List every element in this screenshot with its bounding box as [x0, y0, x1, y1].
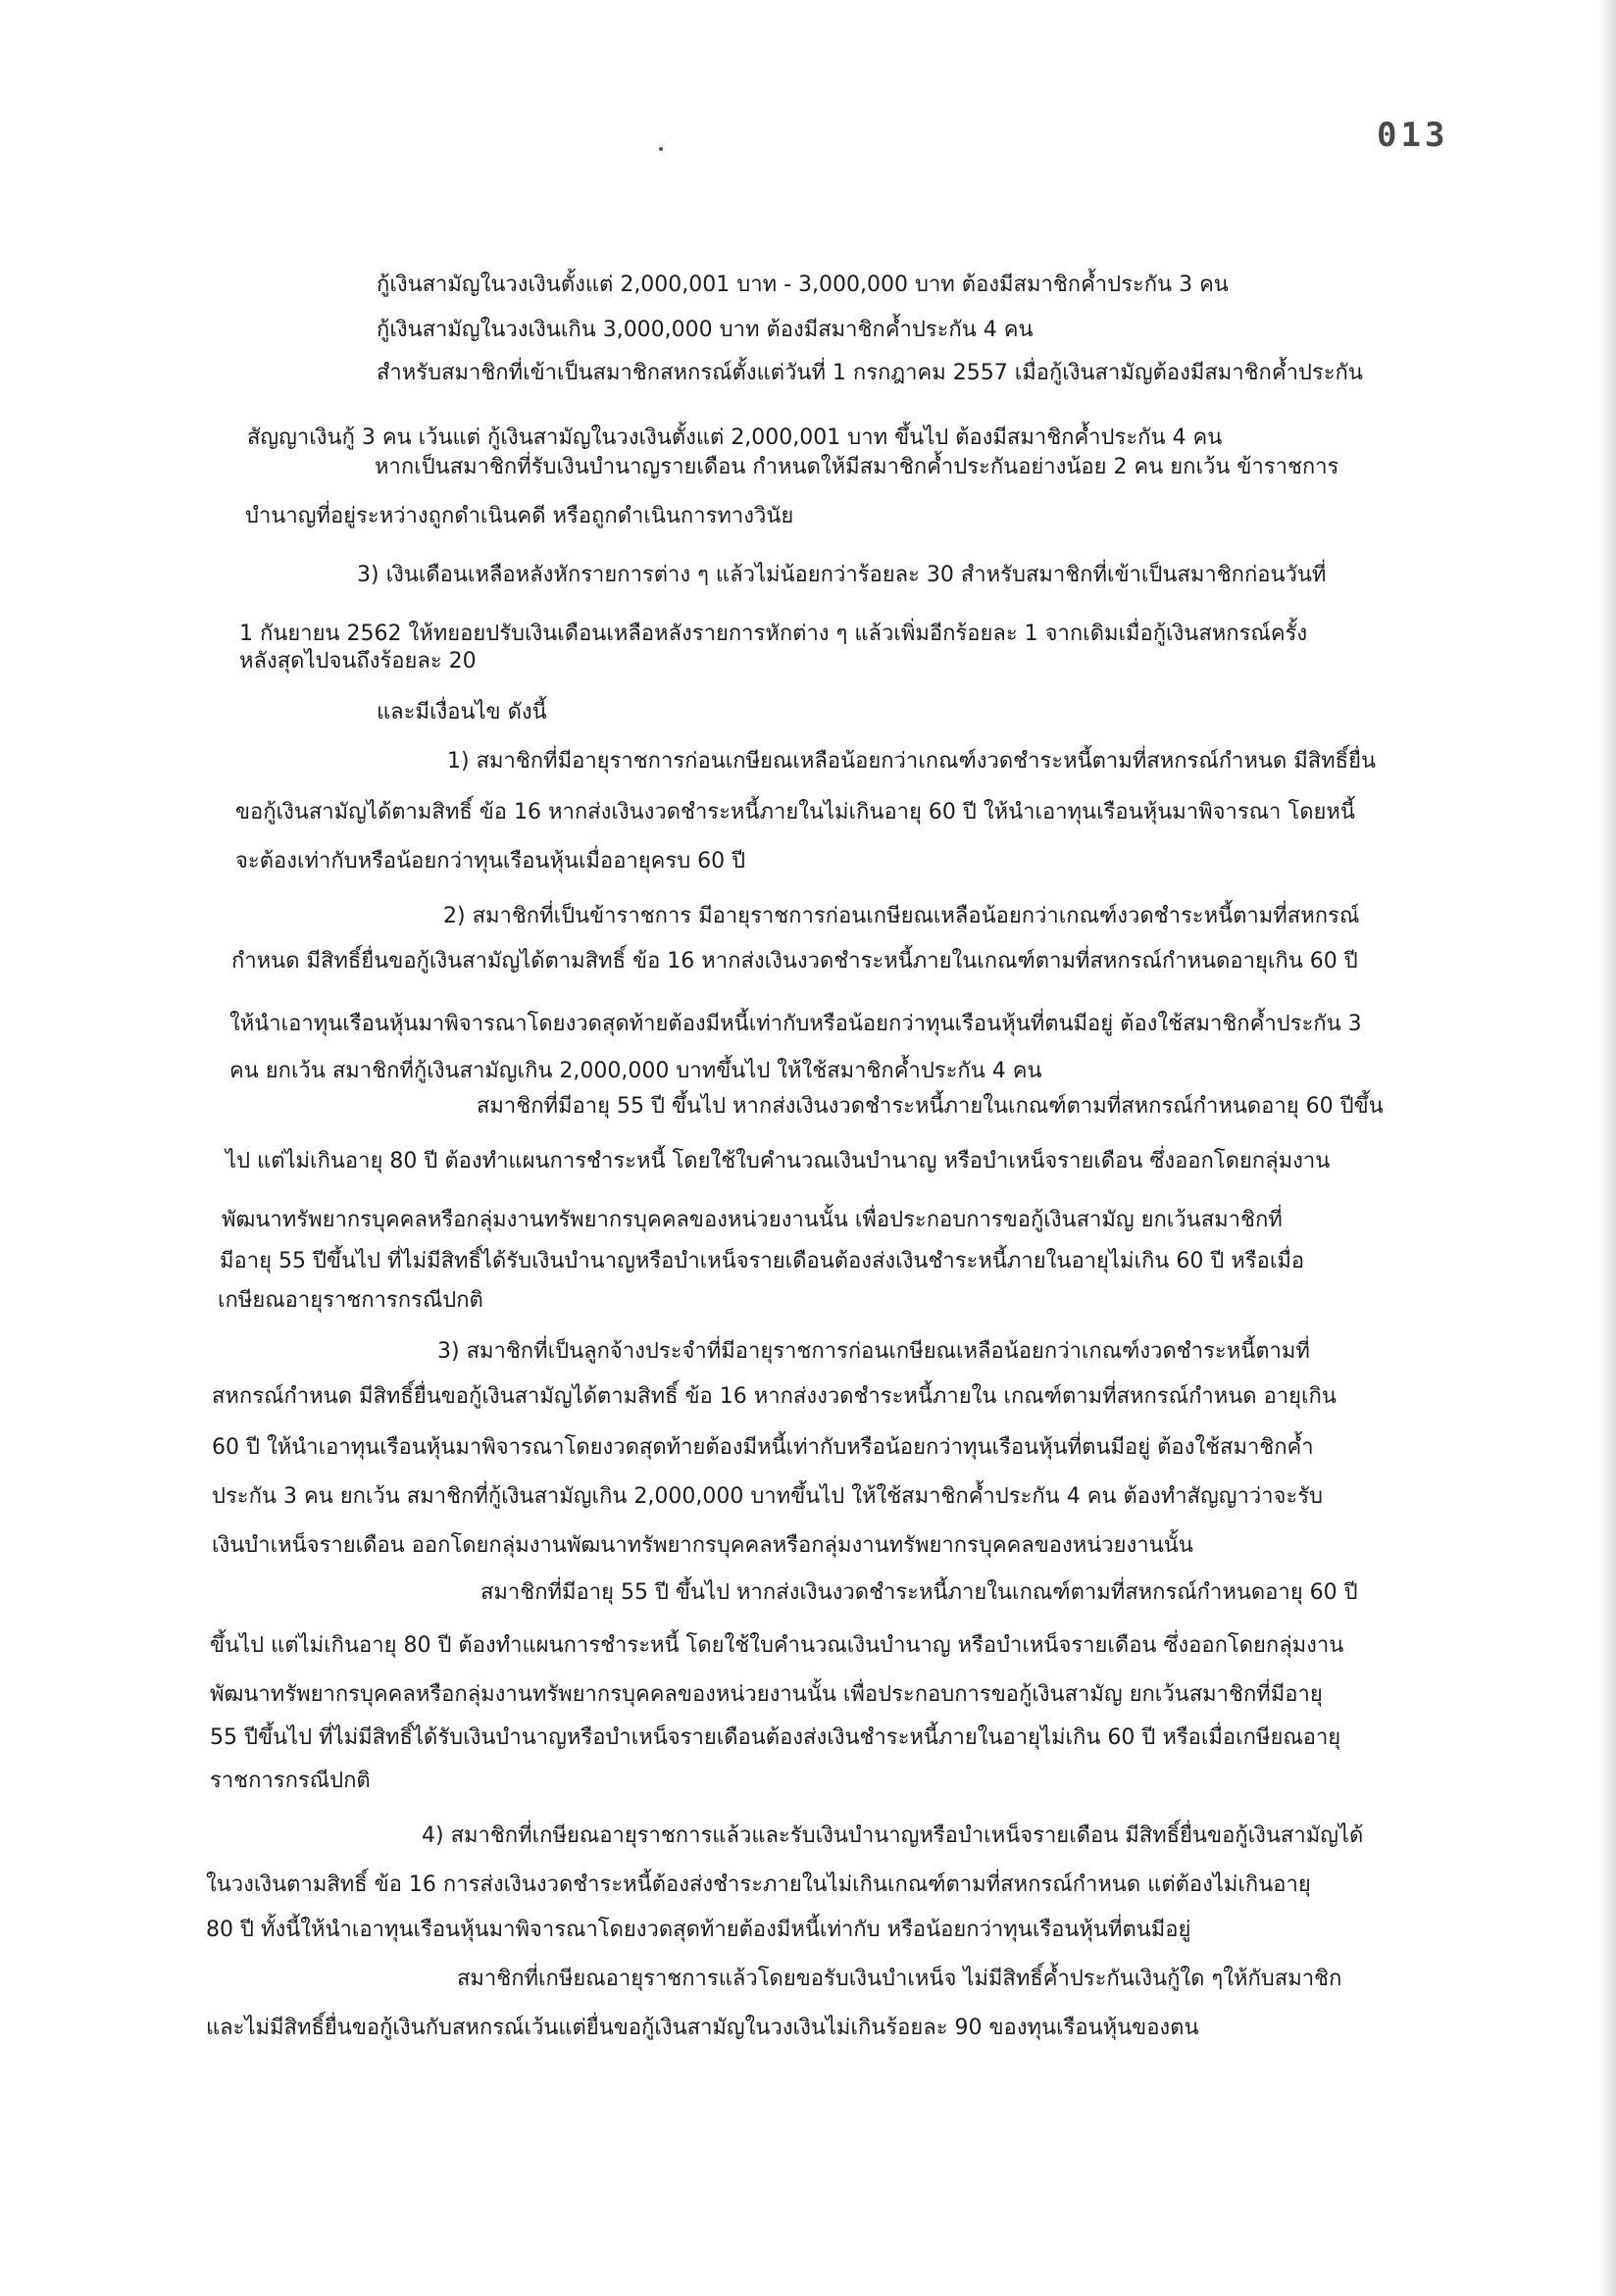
- document-line: 1) สมาชิกที่มีอายุราชการก่อนเกษียณเหลือน้อยกว่าเกณฑ์งวดชำระหนี้ตามที่สหกรณ์กำหนด มีสิทธิ์ยื่น: [447, 749, 1377, 774]
- document-line: ขอกู้เงินสามัญได้ตามสิทธิ์ ข้อ 16 หากส่งเงินงวดชำระหนี้ภายในไม่เกินอายุ 60 ปี ให้นำเอาทุนเรือนหุ้นมาพิจารณา โดยหนี้: [235, 800, 1355, 824]
- document-line: สำหรับสมาชิกที่เข้าเป็นสมาชิกสหกรณ์ตั้งแต่วันที่ 1 กรกฎาคม 2557 เมื่อกู้เงินสามัญต้องมีสมาชิกค้ำประกัน: [377, 361, 1363, 385]
- document-line: สมาชิกที่มีอายุ 55 ปี ขึ้นไป หากส่งเงินงวดชำระหนี้ภายในเกณฑ์ตามที่สหกรณ์กำหนดอายุ 60 ปีขึ้น: [477, 1094, 1384, 1119]
- scan-edge-shadow: [1598, 0, 1616, 2296]
- document-line: เกษียณอายุราชการกรณีปกติ: [218, 1288, 483, 1313]
- document-line: ในวงเงินตามสิทธิ์ ข้อ 16 การส่งเงินงวดชำระหนี้ต้องส่งชำระภายในไม่เกินเกณฑ์ตามที่สหกรณ์กำหนด แต่ต้องไม่เกินอายุ: [206, 1872, 1311, 1897]
- document-line: กู้เงินสามัญในวงเงินเกิน 3,000,000 บาท ต้องมีสมาชิกค้ำประกัน 4 คน: [377, 318, 1034, 342]
- document-line: 4) สมาชิกที่เกษียณอายุราชการแล้วและรับเงินบำนาญหรือบำเหน็จรายเดือน มีสิทธิ์ยื่นขอกู้เงินสามัญได้: [422, 1823, 1364, 1848]
- document-line: 2) สมาชิกที่เป็นข้าราชการ มีอายุราชการก่อนเกษียณเหลือน้อยกว่าเกณฑ์งวดชำระหนี้ตามที่สหกรณ์: [443, 904, 1360, 928]
- document-line: หลังสุดไปจนถึงร้อยละ 20: [239, 649, 477, 674]
- document-line: กำหนด มีสิทธิ์ยื่นขอกู้เงินสามัญได้ตามสิทธิ์ ข้อ 16 หากส่งเงินงวดชำระหนี้ภายในเกณฑ์ตามที่สหกรณ์กำหนดอายุเกิน 60 ปี: [231, 949, 1358, 973]
- document-line: สหกรณ์กำหนด มีสิทธิ์ยื่นขอกู้เงินสามัญได้ตามสิทธิ์ ข้อ 16 หากส่งงวดชำระหนี้ภายใน เกณฑ์ตามที่สหกรณ์กำหนด อายุเกิน: [212, 1384, 1337, 1409]
- document-line: พัฒนาทรัพยากรบุคคลหรือกลุ่มงานทรัพยากรบุคคลของหน่วยงานนั้น เพื่อประกอบการขอกู้เงินสามัญ ยกเว้นสมาชิกที่มีอายุ: [210, 1682, 1323, 1707]
- document-line: ขึ้นไป แต่ไม่เกินอายุ 80 ปี ต้องทำแผนการชำระหนี้ โดยใช้ใบคำนวณเงินบำนาญ หรือบำเหน็จรายเดือน ซึ่งออกโดยกลุ่มงาน: [210, 1633, 1344, 1658]
- document-line: มีอายุ 55 ปีขึ้นไป ที่ไม่มีสิทธิ์ได้รับเงินบำนาญหรือบำเหน็จรายเดือนต้องส่งเงินชำระหนี้ภายในอายุไม่เกิน 60 ปี หรือเมื่อ: [220, 1249, 1305, 1273]
- document-line: สมาชิกที่เกษียณอายุราชการแล้วโดยขอรับเงินบำเหน็จ ไม่มีสิทธิ์ค้ำประกันเงินกู้ใด ๆให้กับสมาชิก: [457, 1967, 1342, 1991]
- document-line: และมีเงื่อนไข ดังนี้: [377, 700, 547, 724]
- document-line: ราชการกรณีปกติ: [210, 1769, 371, 1793]
- document-line: เงินบำเหน็จรายเดือน ออกโดยกลุ่มงานพัฒนาทรัพยากรบุคคลหรือกลุ่มงานทรัพยากรบุคคลของหน่วยงานนั้น: [212, 1533, 1193, 1558]
- document-line: บำนาญที่อยู่ระหว่างถูกดำเนินคดี หรือถูกดำเนินการทางวินัย: [245, 504, 794, 528]
- document-line: สัญญาเงินกู้ 3 คน เว้นแต่ กู้เงินสามัญในวงเงินตั้งแต่ 2,000,001 บาท ขึ้นไป ต้องมีสมาชิกค้ำประกัน 4 คน: [247, 425, 1223, 450]
- document-line: จะต้องเท่ากับหรือน้อยกว่าทุนเรือนหุ้นเมื่ออายุครบ 60 ปี: [235, 849, 746, 873]
- document-line: ให้นำเอาทุนเรือนหุ้นมาพิจารณาโดยงวดสุดท้ายต้องมีหนี้เท่ากับหรือน้อยกว่าทุนเรือนหุ้นที่ตนมีอยู่ ต้องใช้สมาชิกค้ำประกัน 3: [229, 1012, 1362, 1036]
- document-line: 3) เงินเดือนเหลือหลังหักรายการต่าง ๆ แล้วไม่น้อยกว่าร้อยละ 30 สำหรับสมาชิกที่เข้าเป็นสมาชิกก่อนวันที่: [357, 563, 1327, 587]
- scan-speck: [659, 147, 663, 151]
- document-line: หากเป็นสมาชิกที่รับเงินบำนาญรายเดือน กำหนดให้มีสมาชิกค้ำประกันอย่างน้อย 2 คน ยกเว้น ข้าราชการ: [375, 455, 1339, 479]
- page-number: 013: [1377, 116, 1449, 155]
- document-line: 60 ปี ให้นำเอาทุนเรือนหุ้นมาพิจารณาโดยงวดสุดท้ายต้องมีหนี้เท่ากับหรือน้อยกว่าทุนเรือนหุ้นที่ตนมีอยู่ ต้องใช้สมาชิกค้ำ: [212, 1435, 1314, 1460]
- document-line: คน ยกเว้น สมาชิกที่กู้เงินสามัญเกิน 2,000,000 บาทขึ้นไป ให้ใช้สมาชิกค้ำประกัน 4 คน: [229, 1059, 1042, 1083]
- document-line: 55 ปีขึ้นไป ที่ไม่มีสิทธิ์ได้รับเงินบำนาญหรือบำเหน็จรายเดือนต้องส่งเงินชำระหนี้ภายในอายุไม่เกิน 60 ปี หรือเมื่อเกษียณอายุ: [210, 1725, 1341, 1750]
- document-line: พัฒนาทรัพยากรบุคคลหรือกลุ่มงานทรัพยากรบุคคลของหน่วยงานนั้น เพื่อประกอบการขอกู้เงินสามัญ ยกเว้นสมาชิกที่: [222, 1208, 1283, 1232]
- document-line: กู้เงินสามัญในวงเงินตั้งแต่ 2,000,001 บาท - 3,000,000 บาท ต้องมีสมาชิกค้ำประกัน 3 คน: [377, 273, 1229, 297]
- document-line: ไป แต่ไม่เกินอายุ 80 ปี ต้องทำแผนการชำระหนี้ โดยใช้ใบคำนวณเงินบำนาญ หรือบำเหน็จรายเดือน ซึ่งออกโดยกลุ่มงาน: [226, 1149, 1331, 1173]
- document-line: และไม่มีสิทธิ์ยื่นขอกู้เงินกับสหกรณ์เว้นแต่ยื่นขอกู้เงินสามัญในวงเงินไม่เกินร้อยละ 90 ของทุนเรือนหุ้นของตน: [206, 2016, 1199, 2040]
- document-line: ประกัน 3 คน ยกเว้น สมาชิกที่กู้เงินสามัญเกิน 2,000,000 บาทขึ้นไป ให้ใช้สมาชิกค้ำประกัน 4 คน ต้องทำสัญญาว่าจะรับ: [212, 1484, 1324, 1509]
- document-line: สมาชิกที่มีอายุ 55 ปี ขึ้นไป หากส่งเงินงวดชำระหนี้ภายในเกณฑ์ตามที่สหกรณ์กำหนดอายุ 60 ปี: [480, 1580, 1358, 1605]
- document-line: 80 ปี ทั้งนี้ให้นำเอาทุนเรือนหุ้นมาพิจารณาโดยงวดสุดท้ายต้องมีหนี้เท่ากับ หรือน้อยกว่าทุนเรือนหุ้นที่ตนมีอยู่: [206, 1918, 1191, 1942]
- document-line: 1 กันยายน 2562 ให้ทยอยปรับเงินเดือนเหลือหลังรายการหักต่าง ๆ แล้วเพิ่มอีกร้อยละ 1 จากเดิมเมื่อกู้เงินสหกรณ์ครั้ง: [239, 622, 1308, 646]
- document-line: 3) สมาชิกที่เป็นลูกจ้างประจำที่มีอายุราชการก่อนเกษียณเหลือน้อยกว่าเกณฑ์งวดชำระหนี้ตามที่: [437, 1339, 1310, 1364]
